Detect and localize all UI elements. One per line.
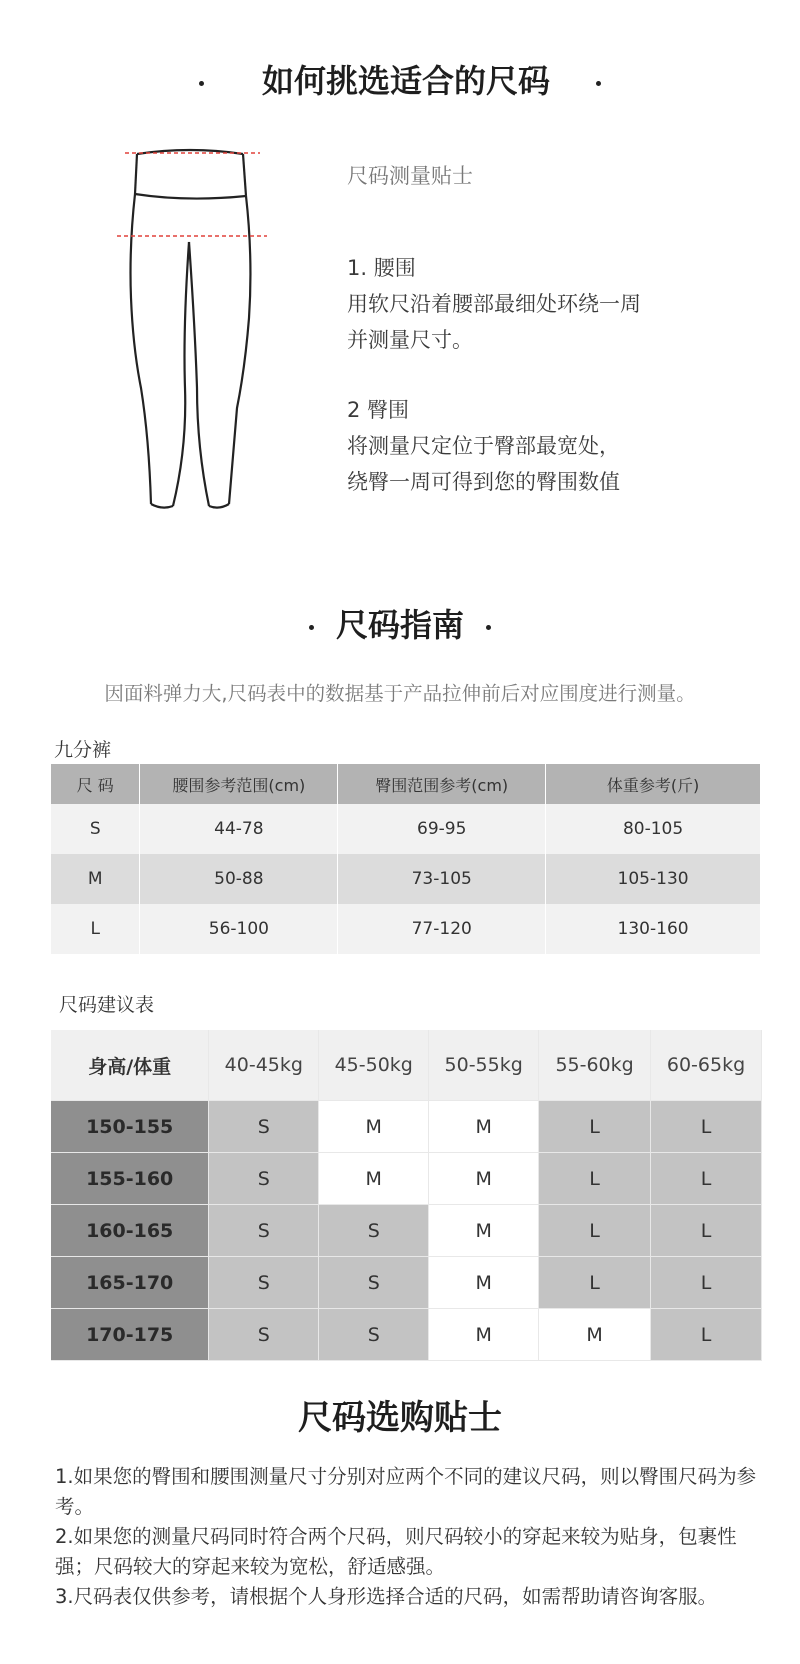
table-row	[51, 1257, 762, 1309]
weight-header-cell: 50-55kg	[429, 1030, 539, 1101]
section-title-how-to-choose	[0, 56, 800, 102]
size-cell: L	[651, 1205, 762, 1257]
size-cell: M	[319, 1101, 429, 1153]
size-cell: M	[429, 1205, 539, 1257]
waist-tip	[347, 250, 641, 358]
size-table-header	[51, 764, 761, 804]
hip-cell: 69-95	[338, 804, 546, 854]
recommend-table	[51, 1030, 762, 1361]
size-cell: S	[209, 1309, 319, 1361]
waist-cell: 50-88	[140, 854, 338, 904]
recommend-table-caption: 尺码建议表	[59, 994, 155, 1016]
size-table-caption: 九分裤	[54, 739, 112, 761]
hip-cell: 73-105	[338, 854, 546, 904]
waist-cell: 56-100	[140, 904, 338, 954]
size-cell: S	[319, 1257, 429, 1309]
hip-tip	[347, 392, 620, 500]
size-cell: S	[209, 1257, 319, 1309]
section-title-buying-tips: 尺码选购贴士	[298, 1398, 502, 1438]
header-cell: 身高/体重	[51, 1030, 209, 1101]
buying-tips-list	[55, 1462, 767, 1612]
bullet-dot-icon	[596, 81, 601, 86]
waist-cell: 44-78	[140, 804, 338, 854]
size-cell: M	[429, 1153, 539, 1205]
size-cell: S	[209, 1153, 319, 1205]
height-cell: 165-170	[51, 1257, 209, 1309]
table-row	[51, 854, 761, 904]
size-cell: L	[51, 904, 140, 954]
waist-tip-title: 1. 腰围	[347, 256, 416, 280]
size-cell: M	[51, 854, 140, 904]
waist-tip-line: 并测量尺寸。	[347, 328, 473, 352]
weight-header-cell: 45-50kg	[319, 1030, 429, 1101]
header-cell: 腰围参考范围(cm)	[140, 764, 338, 804]
measure-tips-heading: 尺码测量贴士	[347, 164, 473, 188]
size-cell: M	[429, 1257, 539, 1309]
weight-header-cell: 60-65kg	[651, 1030, 762, 1101]
weight-cell: 80-105	[546, 804, 761, 854]
height-cell: 155-160	[51, 1153, 209, 1205]
table-row	[51, 904, 761, 954]
weight-cell: 105-130	[546, 854, 761, 904]
size-cell: M	[539, 1309, 651, 1361]
buying-tip: 1.如果您的臀围和腰围测量尺寸分别对应两个不同的建议尺码，则以臀围尺码为参考。	[55, 1465, 757, 1518]
size-cell: L	[539, 1257, 651, 1309]
weight-header-cell: 55-60kg	[539, 1030, 651, 1101]
size-cell: L	[539, 1153, 651, 1205]
header-cell: 体重参考(斤)	[546, 764, 761, 804]
size-cell: L	[539, 1101, 651, 1153]
bullet-dot-icon	[199, 81, 204, 86]
section-title-size-guide	[0, 600, 800, 646]
leggings-illustration	[115, 148, 275, 518]
section-title-text: 如何挑选适合的尺码	[261, 62, 550, 100]
table-row	[51, 1101, 762, 1153]
bullet-dot-icon	[486, 625, 491, 630]
size-cell: S	[209, 1205, 319, 1257]
recommend-table-header	[51, 1030, 762, 1101]
size-cell: L	[651, 1257, 762, 1309]
size-cell: L	[651, 1153, 762, 1205]
bullet-dot-icon	[309, 625, 314, 630]
height-cell: 160-165	[51, 1205, 209, 1257]
size-cell: L	[651, 1101, 762, 1153]
size-cell: S	[209, 1101, 319, 1153]
size-cell: M	[429, 1101, 539, 1153]
size-cell: L	[651, 1309, 762, 1361]
size-cell: S	[51, 804, 140, 854]
weight-cell: 130-160	[546, 904, 761, 954]
hip-tip-line: 将测量尺定位于臀部最宽处，	[347, 434, 620, 458]
table-row	[51, 804, 761, 854]
weight-header-cell: 40-45kg	[209, 1030, 319, 1101]
buying-tip: 2.如果您的测量尺码同时符合两个尺码，则尺码较小的穿起来较为贴身，包裹性强；尺码较大的穿起来较为宽松，舒适感强。	[55, 1525, 737, 1578]
header-cell: 尺 码	[51, 764, 140, 804]
section-title-text: 尺码指南	[335, 606, 464, 644]
size-table	[51, 764, 761, 954]
table-row	[51, 1309, 762, 1361]
header-cell: 臀围范围参考(cm)	[338, 764, 546, 804]
waist-tip-line: 用软尺沿着腰部最细处环绕一周	[347, 292, 641, 316]
buying-tip: 3.尺码表仅供参考，请根据个人身形选择合适的尺码，如需帮助请咨询客服。	[55, 1585, 718, 1608]
size-cell: L	[539, 1205, 651, 1257]
height-cell: 150-155	[51, 1101, 209, 1153]
size-cell: M	[319, 1153, 429, 1205]
table-row	[51, 1205, 762, 1257]
size-cell: S	[319, 1309, 429, 1361]
hip-tip-line: 绕臀一周可得到您的臀围数值	[347, 470, 620, 494]
size-guide-note: 因面料弹力大,尺码表中的数据基于产品拉伸前后对应围度进行测量。	[104, 682, 696, 705]
height-cell: 170-175	[51, 1309, 209, 1361]
size-cell: S	[319, 1205, 429, 1257]
table-row	[51, 1153, 762, 1205]
hip-tip-title: 2 臀围	[347, 398, 410, 422]
size-cell: M	[429, 1309, 539, 1361]
hip-cell: 77-120	[338, 904, 546, 954]
